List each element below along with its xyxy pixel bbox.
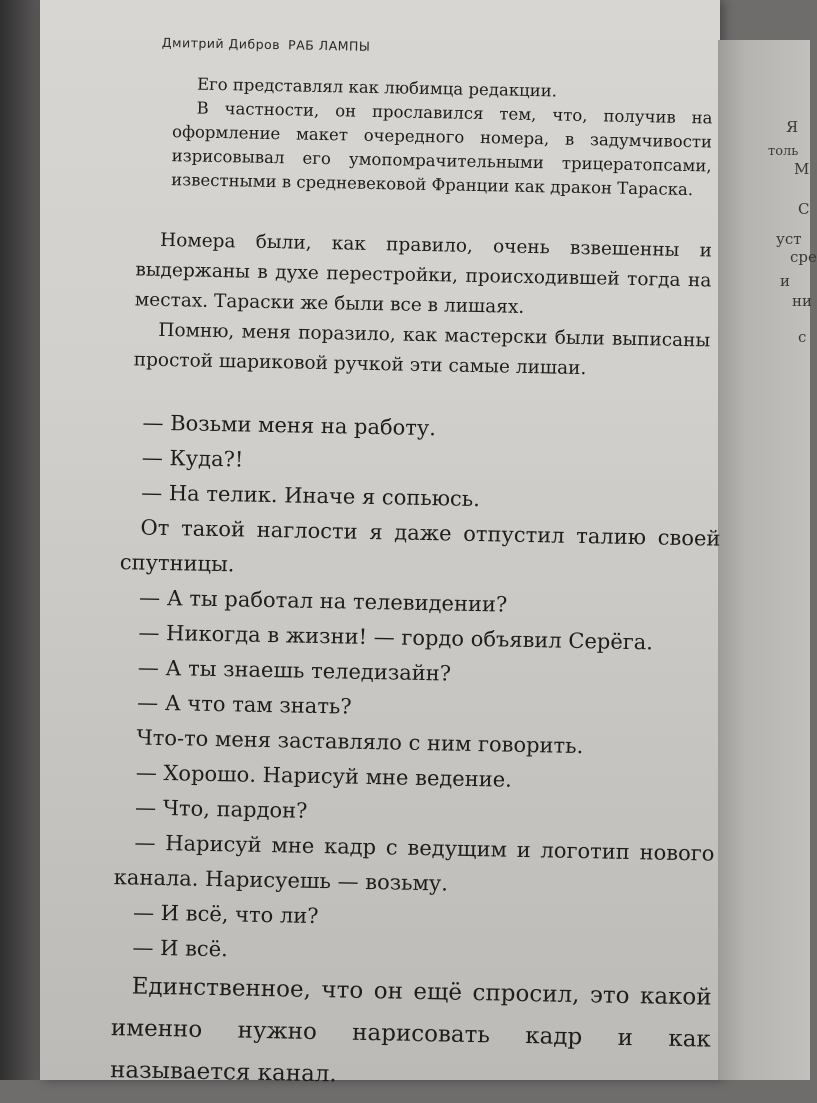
next-page-fragment: М — [794, 160, 810, 178]
dialogue-line: — Никогда в жизни! — гордо объявил Серёга. — [138, 620, 654, 655]
dialogue-line: — Хорошо. Нарисуй мне ведение. — [135, 760, 513, 792]
next-page-fragment: и — [780, 272, 790, 290]
dialogue-line: — И всё, что ли? — [132, 900, 319, 929]
book-spine-shadow — [0, 0, 40, 1080]
dialogue-line: — Возьми меня на работу. — [142, 410, 437, 441]
next-page-fragment: уст — [776, 230, 802, 248]
header-author: Дмитрий Дибров — [161, 34, 281, 53]
next-page-fragment: с — [798, 328, 807, 346]
dialogue-line: — Нарисуй мне кадр с ведущим и логотип нового канала. Нарисуешь — возьму. — [113, 830, 715, 896]
paragraph: В частности, он прославился тем, что, получив на оформление макет очередного номера, в задумчивости изрисовывал его умопомрачительными трицератопсами, известными в средневековой Франции как дракон Тараска. — [171, 98, 713, 200]
paragraph: Номера были, как правило, очень взвешенны и выдержаны в духе перестройки, происходившей тогда на местах. Тараски же были все в лишаях. — [134, 229, 713, 318]
next-page-fragment: ни — [792, 292, 812, 310]
dialogue-line: — Что, пардон? — [134, 795, 308, 823]
dialogue-line: — А что там знать? — [136, 690, 352, 719]
next-page-fragment: С — [798, 200, 810, 218]
dialogue-line: — И всё. — [132, 935, 229, 962]
narration-line: От такой наглости я даже отпустил талию своей спутницы. — [119, 515, 721, 577]
paragraph: Помню, меня поразило, как мастерски были выписаны простой шариковой ручкой эти самые лишаи. — [133, 319, 711, 380]
paragraph: Его представлял как любимца редакции. — [196, 74, 558, 101]
dialogue-line: — А ты работал на телевидении? — [138, 585, 508, 617]
next-page-fragment: толь — [768, 144, 799, 159]
next-page-fragment: сре — [790, 248, 817, 266]
header-title: РАБ ЛАМПЫ — [287, 37, 371, 54]
page-content — [96, 34, 721, 1102]
dialogue-line: — На телик. Иначе я сопьюсь. — [140, 480, 481, 512]
next-page-fragment: Я — [786, 118, 799, 136]
middle-block — [133, 225, 712, 386]
opening-block — [171, 72, 713, 202]
narration-line: Что-то меня заставляло с ним говорить. — [136, 725, 584, 759]
next-page-edge — [718, 40, 817, 1080]
narration-line: Единственное, что он ещё спросил, это какой именно нужно нарисовать кадр и как называется канал. — [109, 973, 712, 1088]
dialogue-line: — Куда?! — [141, 445, 244, 472]
dialogue-line: — А ты знаешь теледизайн? — [137, 655, 452, 686]
dialogue-block — [110, 405, 723, 1102]
